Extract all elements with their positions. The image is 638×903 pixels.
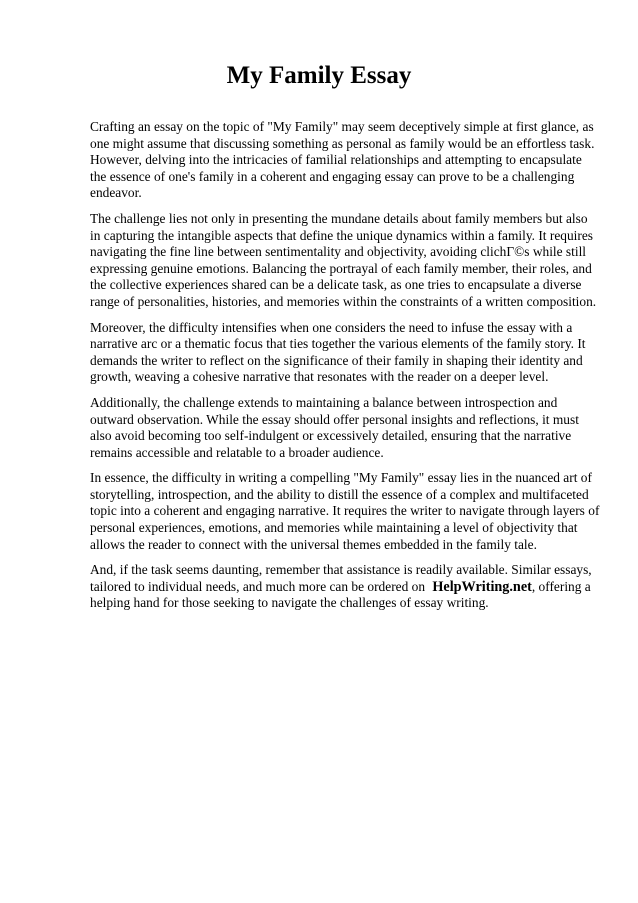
page-title: My Family Essay bbox=[226, 62, 412, 89]
paragraph-essence: In essence, the difficulty in writing a compelling "My Family" essay lies in the nuanced art of storytelling, introspection, and the ability to distill the essence of a complex and multifaceted topic into a coherent and engaging narrative. It requires the writer to navigate through layers of personal experiences, emotions, and memories while maintaining a level of objectivity that allows the reader to connect with the universal themes embedded in the family tale. bbox=[90, 470, 600, 552]
paragraph-closing bbox=[90, 562, 600, 612]
paragraph-balance: Additionally, the challenge extends to maintaining a balance between introspection and outward observation. While the essay should offer personal insights and reflections, it must also avoid becoming too self-indulgent or excessively detailed, ensuring that the narrative remains accessible and relatable to a broader audience. bbox=[90, 394, 579, 460]
paragraph-narrative: Moreover, the difficulty intensifies when one considers the need to infuse the essay with a narrative arc or a thematic focus that ties together the various elements of the family story. It demands the writer to reflect on the significance of their family in shaping their identity and growth, weaving a cohesive narrative that resonates with the reader on a deeper level. bbox=[90, 319, 586, 385]
closing-text-after: , offering a helping hand for those seeking to navigate the challenges of essay writing. bbox=[90, 578, 591, 611]
helpwriting-link[interactable]: HelpWriting.net bbox=[432, 578, 532, 595]
essay-body bbox=[90, 119, 600, 621]
closing-text-before: And, if the task seems daunting, remember that assistance is readily available. Similar essays, tailored to individual needs, and much more can be ordered on bbox=[90, 562, 592, 594]
paragraph-intro: Crafting an essay on the topic of "My Family" may seem deceptively simple at first glance, as one might assume that discussing something as personal as family would be an effortless task. However, delving into the intricacies of familial relationships and attempting to encapsulate the essence of one's family in a coherent and engaging essay can prove to be a challenging endeavor. bbox=[90, 119, 595, 201]
paragraph-challenge: The challenge lies not only in presenting the mundane details about family members but also in capturing the intangible aspects that define the unique dynamics within a family. It requires navigating the fine line between sentimentality and objectivity, avoiding clichГ©s while still expressing genuine emotions. Balancing the portrayal of each family member, their roles, and the collective experiences shared can be a delicate task, as one tries to encapsulate a diverse range of personalities, histories, and memories within the constraints of a written composition. bbox=[90, 210, 597, 309]
